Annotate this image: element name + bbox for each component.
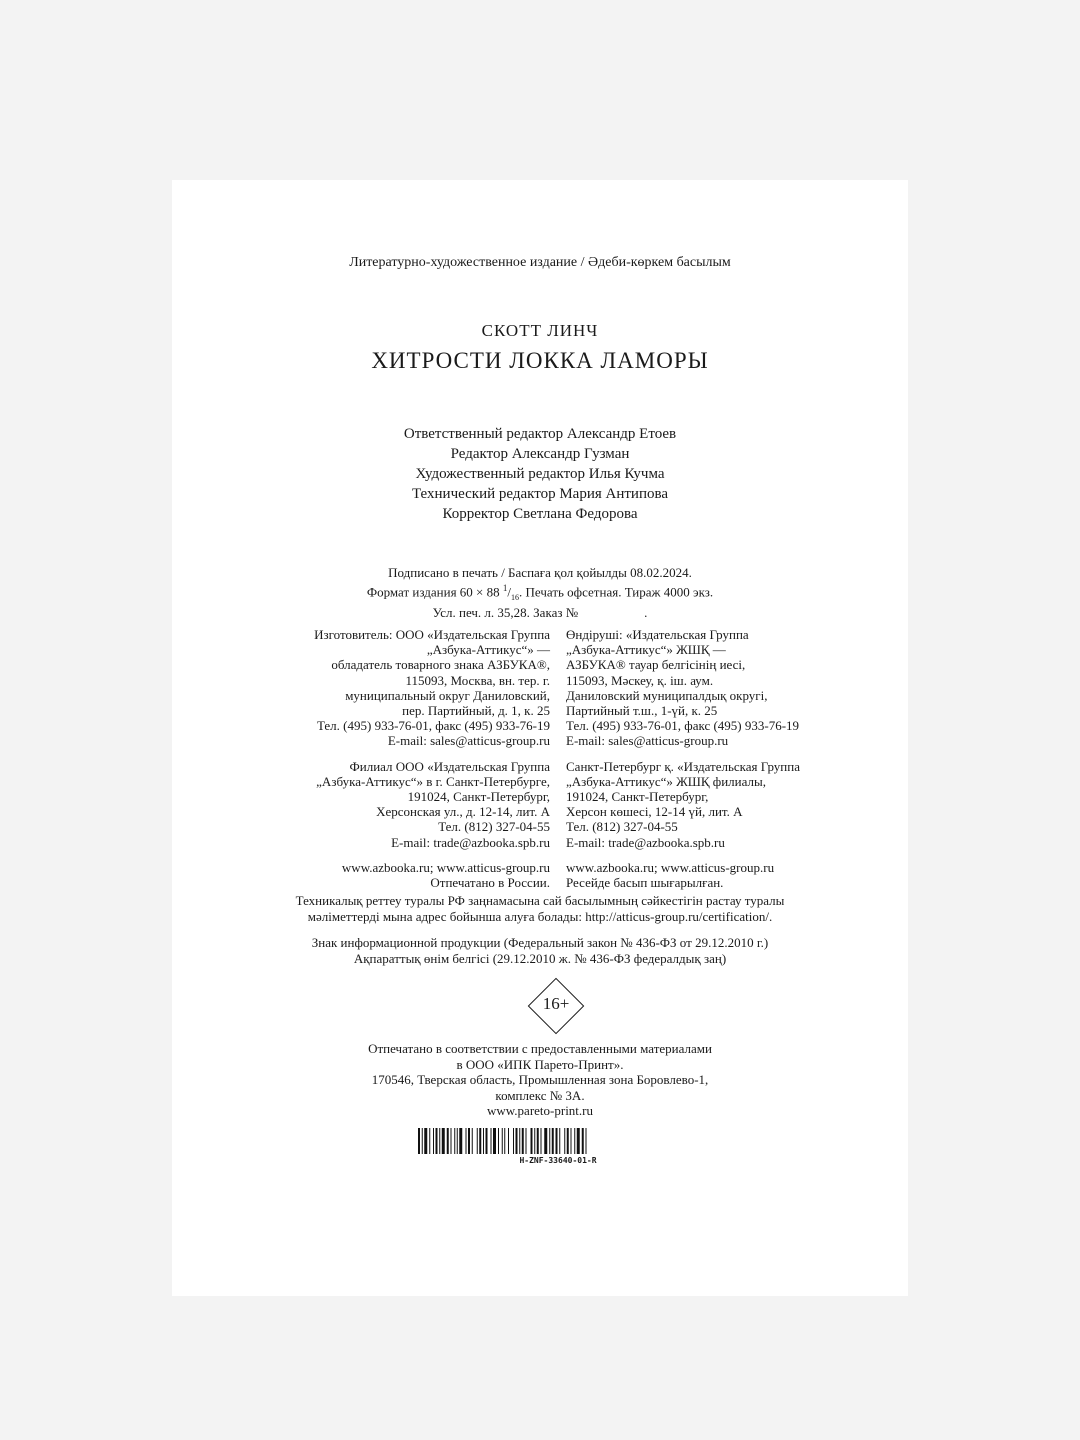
editor-line: Редактор Александр Гузман	[450, 446, 630, 462]
branch-line: 191024, Санкт-Петербург,	[566, 789, 709, 805]
info-product-sign	[172, 935, 908, 966]
branch-block	[566, 759, 866, 850]
web-line: Отпечатано в России.	[430, 875, 550, 891]
barcode-label: H-ZNF-33640-01-R	[519, 1156, 597, 1165]
publisher-line: АЗБУКА® тауар белгісінің иесі,	[566, 657, 746, 673]
branch-line: Санкт-Петербург қ. «Издательская Группа	[566, 758, 800, 774]
format-text-end: . Печать офсетная. Тираж 4000 экз.	[519, 583, 714, 599]
editor-line: Технический редактор Мария Антипова	[411, 486, 669, 502]
edition-type: Литературно-художественное издание / Әдеби-көркем басылым	[349, 255, 731, 270]
age-rating-badge	[527, 977, 587, 1037]
web-line: www.azbooka.ru; www.atticus-group.ru	[566, 859, 775, 875]
publisher-block	[250, 627, 550, 749]
certification-note	[172, 893, 908, 924]
age-rating-text: 16+	[542, 994, 570, 1013]
printer-line: в ООО «ИПК Парето-Принт».	[456, 1056, 624, 1072]
branch-line: E-mail: trade@azbooka.spb.ru	[566, 834, 725, 850]
publisher-line: „Азбука-Аттикус“» —	[426, 642, 550, 658]
web-line: Ресейде басып шығарылған.	[566, 875, 724, 891]
format-text: Формат издания 60 × 88	[366, 583, 500, 599]
certification-line: Техникалық реттеу туралы РФ заңнамасына сай басылымның сәйкестігін растау туралы	[295, 893, 785, 908]
branch-line: Тел. (812) 327-04-55	[438, 819, 550, 835]
editor-line: Корректор Светлана Федорова	[442, 506, 638, 522]
web-block	[566, 860, 866, 890]
editor-line: Ответственный редактор Александр Етоев	[403, 426, 677, 442]
printer-line: Отпечатано в соответствии с предоставленными материалами	[368, 1041, 712, 1056]
publisher-line: Өндіруші: «Издательская Группа	[566, 627, 749, 642]
branch-line: Филиал ООО «Издательская Группа	[349, 758, 550, 774]
print-format-line: Формат издания 60 × 88 $^1/_{16}$. Печать офсетная. Тираж 4000 экз.	[366, 582, 714, 602]
publisher-line: E-mail: sales@atticus-group.ru	[387, 733, 550, 749]
certification-line: мәліметтерді мына адрес бойынша алуға болады: http://atticus-group.ru/certification/.	[307, 908, 773, 924]
sign-line: Знак информационной продукции (Федеральный закон № 436-ФЗ от 29.12.2010 г.)	[311, 935, 769, 950]
barcode-icon	[418, 1128, 698, 1154]
book-author: СКОТТ ЛИНЧ	[481, 321, 599, 340]
publisher-line: Изготовитель: ООО «Издательская Группа	[314, 627, 550, 642]
publisher-block	[566, 627, 866, 749]
publisher-column-ru	[250, 627, 550, 900]
publisher-line: Тел. (495) 933-76-01, факс (495) 933-76-19	[316, 718, 550, 734]
printer-line: 170546, Тверская область, Промышленная зона Боровлево-1,	[371, 1072, 709, 1087]
branch-line: 191024, Санкт-Петербург,	[407, 789, 550, 805]
publisher-line: Тел. (495) 933-76-01, факс (495) 933-76-19	[566, 718, 800, 734]
branch-line: E-mail: trade@azbooka.spb.ru	[391, 834, 550, 850]
print-signed-line: Подписано в печать / Баспаға қол қойылды 08.02.2024.	[388, 565, 692, 580]
publisher-line: обладатель товарного знака АЗБУКА®,	[331, 657, 550, 673]
printer-line: www.pareto-print.ru	[486, 1103, 593, 1118]
branch-line: Тел. (812) 327-04-55	[566, 819, 678, 835]
publisher-line: E-mail: sales@atticus-group.ru	[566, 733, 729, 749]
branch-line: Херсон көшесі, 12-14 үй, лит. А	[566, 804, 743, 820]
branch-line: „Азбука-Аттикус“» ЖШҚ филиалы,	[566, 773, 766, 789]
order-end: .	[644, 604, 648, 620]
printer-info	[172, 1041, 908, 1119]
order-text: Усл. печ. л. 35,28. Заказ №	[432, 604, 579, 620]
web-line: www.azbooka.ru; www.atticus-group.ru	[341, 859, 550, 875]
fraction-numerator: 1	[502, 582, 508, 593]
imprint-page	[172, 180, 908, 1296]
editor-line: Художественный редактор Илья Кучма	[415, 466, 665, 482]
publisher-line: Даниловский муниципалдық округі,	[566, 687, 768, 703]
sign-line: Ақпараттық өнім белгісі (29.12.2010 ж. № 436-ФЗ федералдық заң)	[353, 950, 727, 966]
print-order-line	[172, 605, 908, 621]
book-title: ХИТРОСТИ ЛОККА ЛАМОРЫ	[371, 348, 709, 373]
publisher-line: пер. Партийный, д. 1, к. 25	[402, 703, 550, 719]
fraction-denominator: 16	[511, 592, 520, 602]
printer-line: комплекс № 3А.	[495, 1087, 585, 1103]
publisher-line: „Азбука-Аттикус“» ЖШҚ —	[566, 642, 726, 658]
publisher-line: 115093, Мәскеу, қ. іш. аум.	[566, 672, 714, 688]
branch-block	[250, 759, 550, 850]
editors-list	[172, 424, 908, 524]
publisher-line: 115093, Москва, вн. тер. г.	[405, 672, 550, 688]
publisher-column-kz	[566, 627, 866, 900]
publisher-line: муниципальный округ Даниловский,	[345, 687, 550, 703]
branch-line: Херсонская ул., д. 12-14, лит. А	[376, 804, 550, 820]
web-block	[250, 860, 550, 890]
publisher-line: Партийный т.ш., 1-үй, к. 25	[566, 703, 718, 719]
branch-line: „Азбука-Аттикус“» в г. Санкт-Петербурге,	[316, 773, 550, 789]
print-info	[172, 565, 908, 620]
